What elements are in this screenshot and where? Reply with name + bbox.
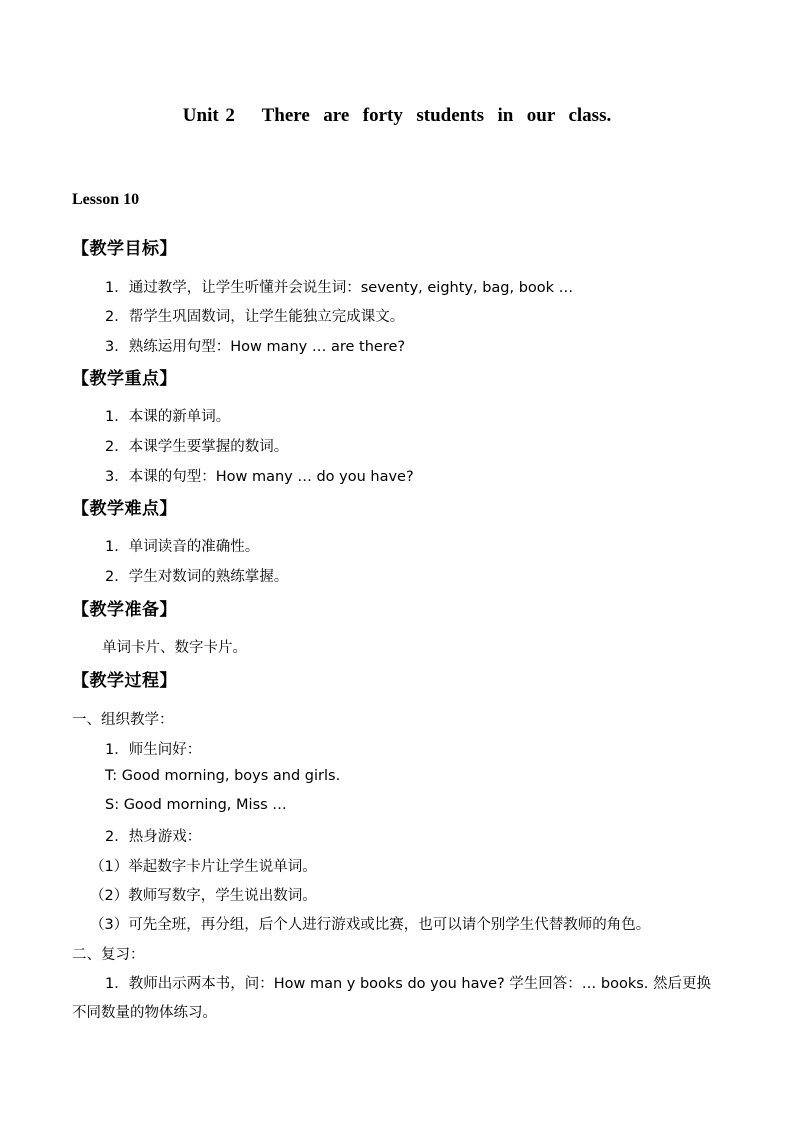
lesson-label: Lesson 10 — [72, 191, 140, 208]
objective-item-2: 2．帮学生巩固数词，让学生能独立完成课文。 — [105, 309, 405, 325]
difficulties-heading: 【教学难点】 — [72, 499, 177, 519]
key-point-item-3: 3．本课的句型：How many … do you have? — [105, 469, 414, 485]
game-item-1: （1）举起数字卡片让学生说单词。 — [90, 859, 317, 875]
process-part1-title: 一、组织教学： — [72, 712, 174, 728]
preparation-item-1: 单词卡片、数字卡片。 — [102, 640, 247, 656]
review-item-1-line2: 不同数量的物体练习。 — [72, 1005, 217, 1021]
difficulty-item-1: 1．单词读音的准确性。 — [105, 539, 260, 555]
dialogue-students: S: Good morning, Miss … — [105, 797, 287, 813]
game-item-2: （2）教师写数字，学生说出数词。 — [90, 888, 317, 904]
process-step2: 2．热身游戏： — [105, 829, 202, 845]
review-item-1-line1: 1．教师出示两本书，问：How man y books do you have? 学生回答：… books. 然后更换 — [105, 976, 712, 992]
dialogue-teacher: T: Good morning, boys and girls. — [105, 768, 341, 784]
process-step1: 1．师生问好： — [105, 742, 202, 758]
process-part2-title: 二、复习： — [72, 947, 145, 963]
key-point-item-1: 1．本课的新单词。 — [105, 409, 231, 425]
objective-item-3: 3．熟练运用句型：How many … are there? — [105, 339, 406, 355]
key-point-item-2: 2．本课学生要掌握的数词。 — [105, 439, 289, 455]
game-item-3: （3）可先全班，再分组，后个人进行游戏或比赛，也可以请个别学生代替教师的角色。 — [90, 917, 651, 933]
unit-title: Unit 2 There are forty students in our class. — [182, 105, 612, 126]
preparation-heading: 【教学准备】 — [72, 600, 177, 620]
difficulty-item-2: 2．学生对数词的熟练掌握。 — [105, 569, 289, 585]
objectives-heading: 【教学目标】 — [72, 239, 177, 259]
key-points-heading: 【教学重点】 — [72, 369, 177, 389]
objective-item-1: 1．通过教学，让学生听懂并会说生词：seventy, eighty, bag, book … — [105, 280, 574, 296]
process-heading: 【教学过程】 — [72, 671, 177, 691]
